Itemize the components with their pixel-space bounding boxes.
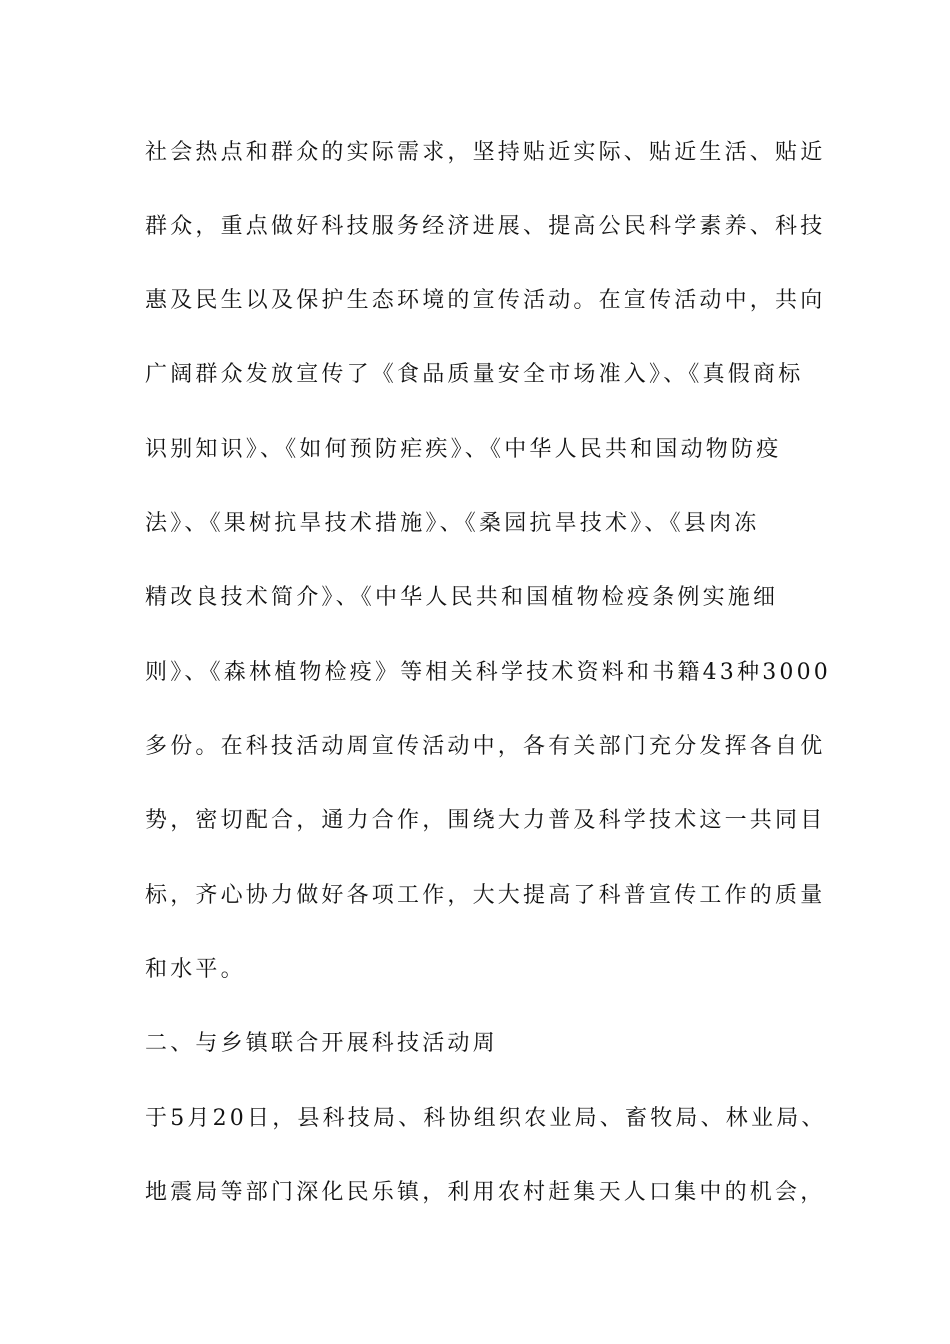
text-line: 地震局等部门深化民乐镇，利用农村赶集天人口集中的机会，: [145, 1180, 826, 1205]
text-line: 和水平。: [145, 957, 246, 982]
section-heading: 二、与乡镇联合开展科技活动周: [145, 1031, 498, 1056]
text-line: 惠及民生以及保护生态环境的宣传活动。在宣传活动中，共向: [145, 288, 826, 313]
text-line: 广阔群众发放宣传了《食品质量安全市场准入》、《真假商标: [145, 362, 804, 387]
text-line: 法》、《果树抗旱技术措施》、《桑园抗旱技术》、《县肉冻: [145, 511, 760, 536]
text-line: 则》、《森林植物检疫》等相关科学技术资料和书籍43种3000: [145, 660, 831, 685]
text-line: 识别知识》、《如何预防疟疾》、《中华人民共和国动物防疫: [145, 437, 782, 462]
text-line: 势，密切配合，通力合作，围绕大力普及科学技术这一共同目: [145, 808, 826, 833]
text-line: 标，齐心协力做好各项工作，大大提高了科普宣传工作的质量: [145, 883, 826, 908]
text-line: 多份。在科技活动周宣传活动中，各有关部门充分发挥各自优: [145, 734, 826, 759]
text-line: 社会热点和群众的实际需求，坚持贴近实际、贴近生活、贴近: [145, 140, 826, 165]
text-line: 精改良技术简介》、《中华人民共和国植物检疫条例实施细: [145, 585, 779, 610]
text-line: 于5月20日，县科技局、科协组织农业局、畜牧局、林业局、: [145, 1106, 827, 1131]
text-line: 群众，重点做好科技服务经济进展、提高公民科学素养、科技: [145, 214, 826, 239]
